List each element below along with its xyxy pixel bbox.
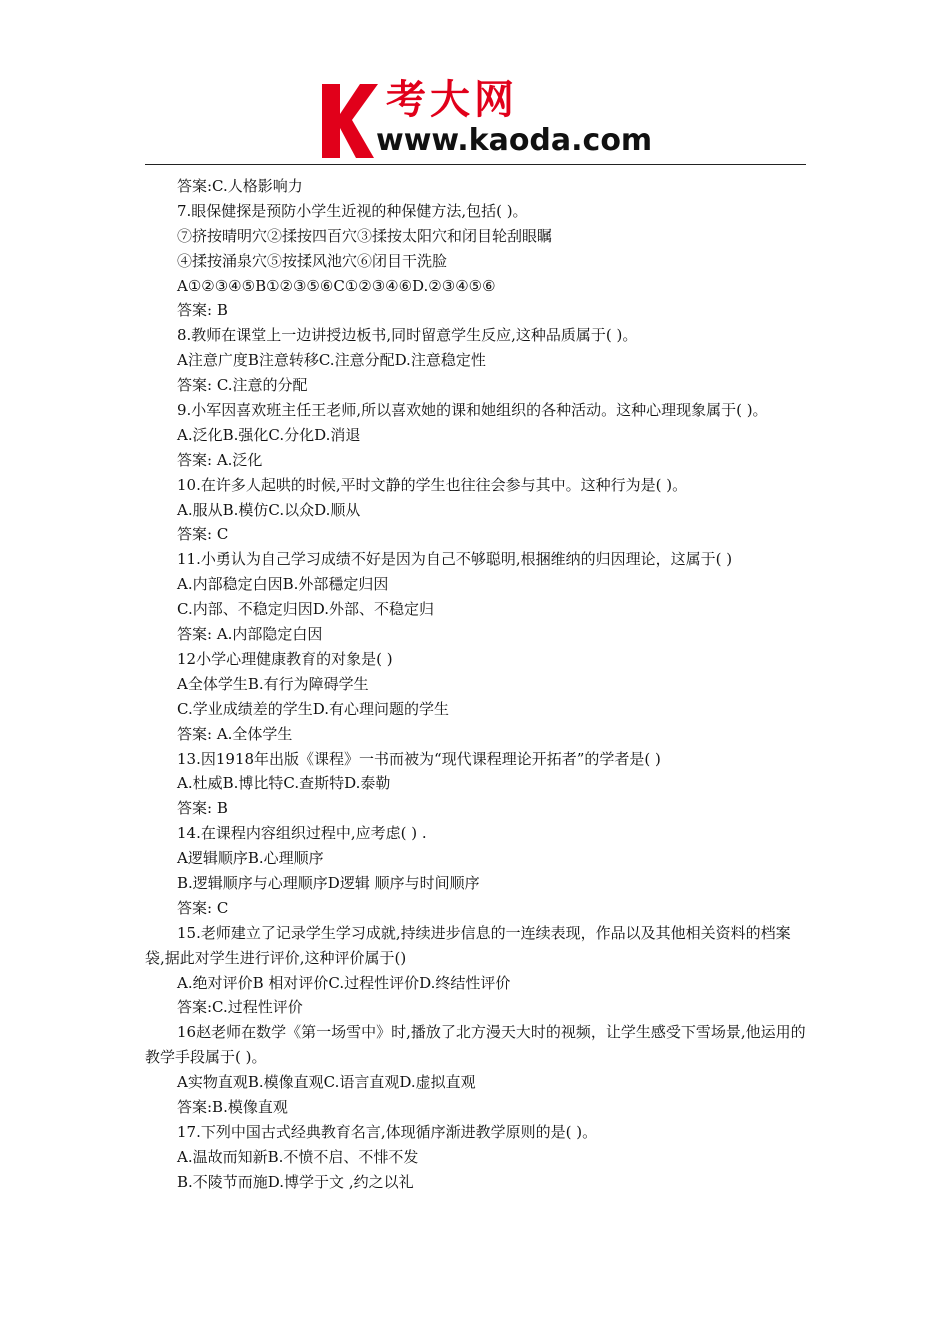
document-body — [145, 174, 807, 1195]
answer-line: 答案:C.过程性评价 — [177, 998, 303, 1017]
answer-line: 答案:C.人格影响力 — [177, 177, 303, 195]
logo-chinese-name: 考大网 — [386, 77, 518, 123]
answer-line: 答案: C.注意的分配 — [177, 376, 308, 395]
option-line: A.泛化B.强化C.分化D.消退 — [177, 425, 361, 444]
question-line: 16赵老师在数学《第一场雪中》时,播放了北方漫天大时的视频，让学生感受下雪场景,他运用的教学手段属于( )。 — [145, 1023, 806, 1067]
answer-line: 答案: C — [177, 898, 229, 917]
answer-line: 答案: B — [177, 799, 228, 818]
question-line: 9.小军因喜欢班主任王老师,所以喜欢她的课和她组织的各种活动。这种心理现象属于( )。 — [177, 401, 768, 420]
question-line: 15.老师建立了记录学生学习成就,持续进步信息的一连续表现，作品以及其他相关资料的档案袋,据此对学生进行评价,这种评价属于() — [145, 923, 791, 967]
option-line: A全体学生B.有行为障碍学生 — [177, 674, 369, 693]
logo-url-text: www.kaoda.com — [376, 123, 653, 158]
option-line: A逻辑顺序B.心理顺序 — [177, 849, 324, 868]
option-line: A实物直观B.模像直观C.语言直观D.虚拟直观 — [177, 1073, 476, 1092]
option-line: C.学业成绩差的学生D.有心理问题的学生 — [177, 699, 449, 718]
option-line: A注意广度B注意转移C.注意分配D.注意稳定性 — [177, 351, 486, 370]
option-line: A.温故而知新B.不愤不启、不悱不发 — [177, 1147, 419, 1166]
question-line: 11.小勇认为自己学习成绩不好是因为自己不够聪明,根捆维纳的归因理论，这属于( ) — [177, 550, 733, 569]
option-line: A.内部稳定白因B.外部穩定归因 — [177, 575, 389, 594]
question-line: 8.教师在课堂上一边讲授边板书,同时留意学生反应,这种品质属于( )。 — [177, 326, 638, 345]
answer-line: 答案: A.内部隐定白因 — [177, 625, 323, 644]
question-line: 7.眼保健探是预防小学生近视的种保健方法,包括( )。 — [177, 201, 528, 220]
option-line: A①②③④⑤B①②③⑤⑥C①②③④⑥D.②③④⑤⑥ — [177, 276, 496, 295]
page-header — [0, 0, 950, 165]
answer-line: 答案: C — [177, 525, 229, 544]
answer-line: 答案: A.泛化 — [177, 450, 263, 469]
option-line: A.服从B.模仿C.以众D.顺从 — [177, 500, 361, 519]
question-line: 12小学心理健康教育的对象是( ) — [177, 649, 393, 668]
question-line: 17.下列中国古式经典教育名言,体现循序渐进教学原则的是( )。 — [177, 1122, 598, 1141]
header-divider — [145, 164, 806, 165]
question-line: 13.因1918年出版《课程》一书而被为“现代课程理论开拓者”的学者是( ) — [177, 749, 661, 768]
option-line: C.内部、不稳定归因D.外部、不稳定归 — [177, 600, 434, 619]
answer-line: 答案: B — [177, 301, 228, 320]
answer-line: 答案: A.全体学生 — [177, 724, 293, 743]
option-line: B.不陵节而施D.博学于文 ,约之以礼 — [177, 1172, 414, 1191]
option-line: B.逻辑顺序与心理顺序D逻辑 顺序与时间顺序 — [177, 873, 480, 892]
option-line: ④揉按涌泉穴⑤按揉风池穴⑥闭目干洗脸 — [177, 251, 448, 270]
question-line: 10.在许多人起哄的时候,平时文静的学生也往往会参与其中。这种行为是( )。 — [177, 475, 688, 494]
answer-line: 答案:B.模像直观 — [177, 1098, 288, 1117]
option-line: A.杜威B.博比特C.查斯特D.泰勒 — [177, 774, 391, 793]
kaoda-logo — [318, 77, 653, 160]
k-logo-icon — [318, 80, 378, 158]
option-line: A.绝对评价B 相对评价C.过程性评价D.终结性评价 — [177, 973, 511, 992]
question-line: 14.在课程内容组织过程中,应考虑( ) . — [177, 824, 427, 843]
option-line: ⑦挤按晴明穴②揉按四百穴③揉按太阳穴和闭目轮刮眼瞩 — [177, 226, 553, 245]
